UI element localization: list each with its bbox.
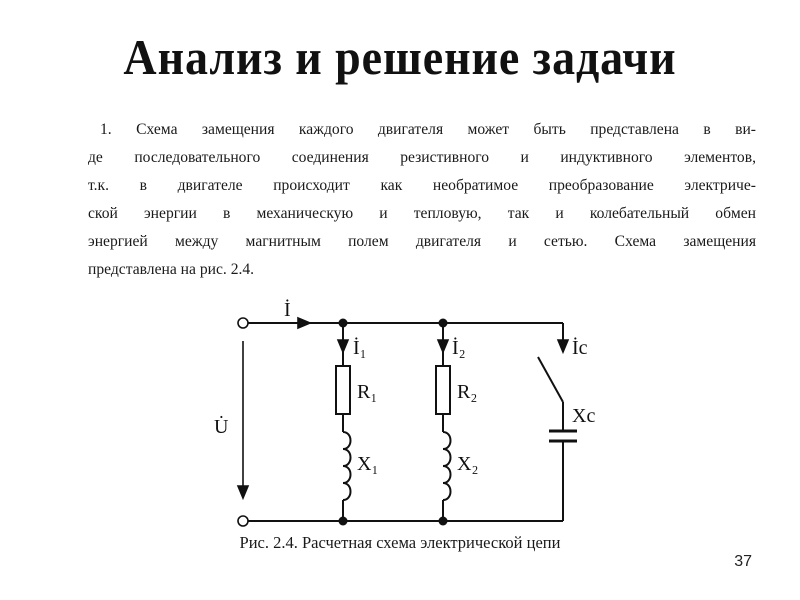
current2-label: İ₂ (452, 337, 466, 359)
slide-title: Анализ и решение задачи (123, 29, 677, 85)
figure-caption: Рис. 2.4. Расчетная схема электрической цепи (239, 533, 561, 552)
paragraph-line: ской энергии в механическую и тепловую, так и колебательный обмен (88, 205, 756, 222)
voltage-arrow-head (238, 486, 248, 498)
r2-label: R₂ (457, 381, 478, 403)
paragraph-line: де последовательного соединения резистивного и индуктивного элементов, (88, 149, 756, 166)
resistor-r2 (436, 366, 450, 414)
input-terminal-top (238, 318, 248, 328)
junction-dot (439, 319, 448, 328)
junction-dot (439, 517, 448, 526)
input-terminal-bottom (238, 516, 248, 526)
inductor-x1 (343, 432, 351, 500)
resistor-r1 (336, 366, 350, 414)
page-number: 37 (734, 553, 752, 570)
junction-dot (339, 319, 348, 328)
inductor-x2 (443, 432, 451, 500)
paragraph-line: представлена на рис. 2.4. (88, 261, 255, 278)
currentc-arrow-head (558, 340, 568, 352)
current2-arrow-head (438, 340, 448, 352)
paragraph-line: т.к. в двигателе происходит как необратимое преобразование электриче- (88, 177, 756, 194)
paragraph-line: энергией между магнитным полем двигателя и сетью. Схема замещения (88, 233, 756, 250)
current1-label: İ₁ (353, 337, 367, 359)
current-total-label: İ (284, 299, 291, 321)
current1-arrow-head (338, 340, 348, 352)
junction-dot (339, 517, 348, 526)
xc-label: Xc (572, 405, 596, 427)
voltage-label: U̇ (214, 416, 229, 438)
current-arrow-head (298, 318, 310, 328)
r1-label: R₁ (357, 381, 378, 403)
currentc-label: İc (572, 337, 588, 359)
x2-label: X₂ (457, 453, 479, 475)
paragraph-line: 1. Схема замещения каждого двигателя может быть представлена в ви- (100, 121, 756, 138)
capacitor-switch-blade (538, 357, 563, 402)
x1-label: X₁ (357, 453, 379, 475)
